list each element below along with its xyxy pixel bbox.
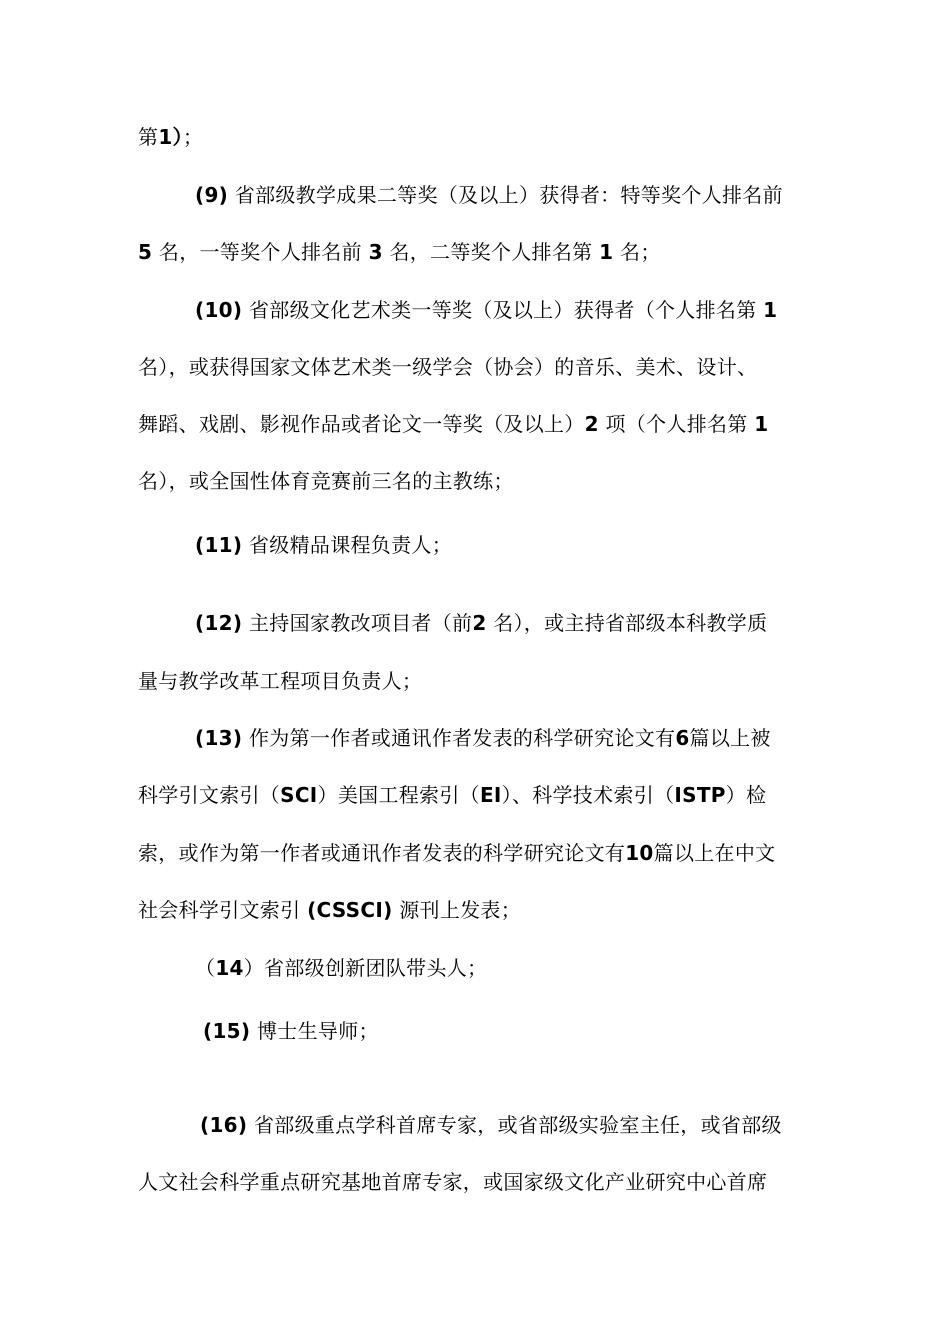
- item-number: (13): [195, 726, 243, 750]
- text-line: [195, 608, 767, 638]
- text-run: 省级精品课程负责人；: [249, 533, 452, 557]
- text-line: [200, 1110, 782, 1140]
- text-run: 名），或主持省部级本科教学质: [493, 611, 768, 635]
- text-run-bold: EI: [479, 783, 502, 807]
- text-run: ；: [182, 125, 204, 149]
- text-run: 省部级文化艺术类一等奖（及以上）获得者（个人排名第: [249, 298, 757, 322]
- item-number: (12): [195, 611, 243, 635]
- text-run: 舞蹈、戏剧、影视作品或者论文一等奖（及以上）: [138, 412, 585, 436]
- text-run-bold: 1）: [158, 125, 183, 149]
- text-run: 篇以上在中文: [653, 841, 776, 865]
- text-line: [195, 953, 487, 983]
- text-run: 人文社会科学重点研究基地首席专家，或国家级文化产业研究中心首席: [138, 1170, 768, 1194]
- text-run-bold: 10: [625, 841, 654, 865]
- text-run: ）省部级创新团队带头人；: [243, 956, 488, 980]
- text-line: [195, 180, 783, 210]
- text-run-bold: 1: [599, 240, 614, 264]
- text-run-bold: 5: [138, 240, 153, 264]
- text-run: ）美国工程索引（: [317, 783, 480, 807]
- text-run: 博士生导师；: [257, 1019, 379, 1043]
- text-run: 第: [138, 125, 159, 149]
- text-run: ）、科学技术索引（: [501, 783, 675, 807]
- text-line: [138, 466, 514, 496]
- text-line: [195, 530, 452, 560]
- item-number: (11): [195, 533, 243, 557]
- text-run-bold: ISTP: [674, 783, 726, 807]
- item-number: (16): [200, 1113, 248, 1137]
- text-run: 项（个人排名第: [605, 412, 748, 436]
- text-run: 省部级重点学科首席专家，或省部级实验室主任，或省部级: [254, 1113, 782, 1137]
- text-line: [138, 237, 661, 267]
- text-run: 社会科学引文索引: [138, 898, 301, 922]
- text-line: [138, 1167, 767, 1197]
- text-run: 源刊上发表；: [399, 898, 522, 922]
- text-line: [138, 780, 766, 810]
- text-run-bold: 6: [675, 726, 690, 750]
- item-number: (15): [203, 1019, 251, 1043]
- text-run-bold: SCI: [280, 783, 318, 807]
- item-number: 14: [215, 956, 244, 980]
- text-run: （: [195, 956, 216, 980]
- text-run-bold: 1: [763, 298, 778, 322]
- text-line: [138, 122, 203, 152]
- text-run-bold: (CSSCI): [307, 898, 393, 922]
- text-run: 科学引文索引（: [138, 783, 281, 807]
- text-run: 名），或全国性体育竞赛前三名的主教练；: [138, 469, 514, 493]
- text-run: 名；: [620, 240, 661, 264]
- text-run: ）检: [725, 783, 767, 807]
- text-run: 省部级教学成果二等奖（及以上）获得者：特等奖个人排名前: [234, 183, 783, 207]
- text-run: 名，一等奖个人排名前: [158, 240, 362, 264]
- text-run: 量与教学改革工程项目负责人；: [138, 669, 423, 693]
- text-line: [138, 352, 757, 382]
- text-run-bold: 2: [584, 412, 599, 436]
- text-run-bold: 3: [368, 240, 383, 264]
- text-line: [195, 723, 771, 753]
- text-run: 名），或获得国家文体艺术类一级学会（协会）的音乐、美术、设计、: [138, 355, 758, 379]
- text-run: 名，二等奖个人排名第: [389, 240, 593, 264]
- item-number: (10): [195, 298, 243, 322]
- text-run-bold: 2: [472, 611, 487, 635]
- text-line: [195, 295, 777, 325]
- text-run: 索，或作为第一作者或通讯作者发表的科学研究论文有: [138, 841, 626, 865]
- text-run-bold: 1: [754, 412, 769, 436]
- text-run: 主持国家教改项目者（前: [249, 611, 473, 635]
- text-line: [138, 666, 422, 696]
- text-line: [138, 838, 775, 868]
- text-run: 作为第一作者或通讯作者发表的科学研究论文有: [249, 726, 676, 750]
- text-line: [138, 895, 521, 925]
- text-line: [203, 1016, 379, 1046]
- item-number: (9): [195, 183, 229, 207]
- text-line: [138, 409, 769, 439]
- text-run: 篇以上被: [689, 726, 771, 750]
